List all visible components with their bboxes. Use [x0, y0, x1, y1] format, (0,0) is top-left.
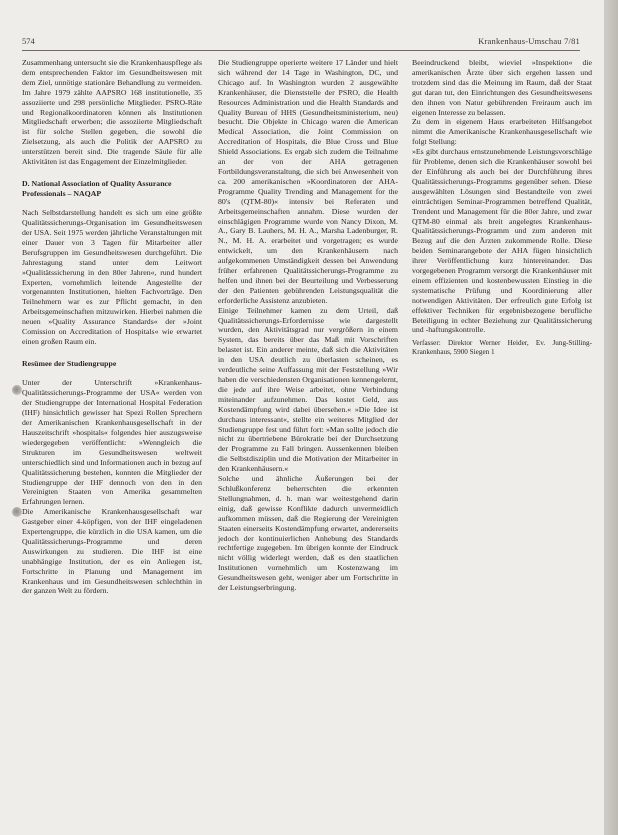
column-middle: [218, 58, 398, 593]
column-left: [22, 58, 202, 596]
column-right: [412, 58, 592, 357]
section-heading-naqap: D. National Association of Quality Assurance Professionals – NAQAP: [22, 178, 172, 198]
conclusion-paragraph: Solche und ähnliche Äußerungen bei der Schlußkonferenz beherrschten die erkennten Stellungnahmen, d. h. man war weitestgehend darin einig, daß gewisse Konflikte dadurch unvermeidlich aufkommen müssen, daß die Regierung der Vereinigten Staaten einerseits Kostendämpfung erwartet, andererseits jedoch der kontinuierlichen Anhebung des Standards rechtfertige zugegeben. Im übrigen konnte der Eindruck nicht völlig widerlegt werden, daß es den staatlichen Institutionen vornehmlich um Kostenzwang im Gesundheitswesen geht, weniger aber um Fortschritte in der Leistungserbringung.: [218, 474, 398, 593]
study-group-paragraph: Die Studiengruppe operierte weitere 17 Länder und hielt sich während der 14 Tage in Washington, DC, und Chicago auf. In Washington wurden 2 ausgewählte Krankenhäuser, die Dienststelle der PSRO, die Health Resources Administration und die Health Standards and Quality Bureau of HHS (Gesundheitsministerium, neu) besucht. Die Objekte in Chicago waren die American Medical Association, die Joint Commission on Accreditation of Hospitals, die Blue Cross und Blue Shield Associations. Es ergab sich zudem die Teilnahme an der von der AHA getragenen Fortbildungsveranstaltung, die sich bei Anwesenheit von ca. 200 amerikanischen »Koordinatoren der AHA-Programme Quality Trending and Management for the 80's (QTM-80)« intensiv bei Referaten und Arbeitsgemeinschaften annahm. Diese wurden der einschlägigen Programme wurde von Nancy Dixon, M. A., Gary B. Lauhers, M. H. A., Marsha Ladenburger, R. N., M. H. A. erarbeitet und vorgetragen; es wurde entwickelt, um den Krankenhäusern nach aufgekommenen Umständigkeit dessen bei Anwendung früher erfahrenen Qualitätssicherungs-Programme zu helfen und ihnen bei der Beurteilung und Verbesserung der den Patienten gebührenden Leistungsqualität die erforderliche Assistenz anzubieten.: [218, 58, 398, 305]
section-heading-resumee: Resümee der Studiengruppe: [22, 358, 117, 368]
resumee-paragraph-1: Unter der Unterschrift »Krankenhaus-Qualitätssicherungs-Programme der USA« werden von der Studiengruppe der International Hospital Federation (IHF) hinsichtlich gewisser hat Spezi Rollen Sprechern der Amerikanischen Krankenhausgesellschaft in der Hauszeitschrift »hospitals« folgendes hier auszugsweise wiedergegeben veröffentlicht: »Wenngleich die Strukturen im Gesundheitswesen weltweit unterschiedlich sind und Informationen auch in bezug auf Qualitätssicherung bestehen, konnten die Mitglieder der Studiengruppe der IHF dennoch von den in den Vereinigten Staaten von Amerika gesammelten Erfahrungen lernen.: [22, 378, 202, 507]
punch-hole-icon: [12, 507, 22, 517]
aha-statement-quote: »Es gibt durchaus ernstzunehmende Leistungsvorschläge für Probleme, denen sich die Krankenhäuser sowohl bei der Einführung als auch bei der Durchführung ihres Qualitätssicherungs-Programms gegenüber sehen. Diese ausgewählten Lösungen sind Bestandteile von zwei einträchtigen Seminar-Programmen betreffend Qualität, Trendent und Management für die 80er Jahre, und zwar QTM-80 einmal als breit angelegtes Krankenhaus-Qualitätssicherungs-Programm und zum anderen mit Bezug auf die den Ärzten zukommende Rolle. Diese beiden Seminarangebote der AHA fügen hinsichtlich ihrer Veröffentlichung kurz hintereinander. Das vorgegebenen Programm versorgt die Krankenhäuser mit einem effizienten und kostenbewussten Einstieg in die systematische Prüfung und Koordinierung aller notwendigen Aktivitäten. Der erfreulich gute Erfolg ist effektiver Techniken für ergebnisbezogene berufliche Beteiligung in echter Beziehung zur Qualitätssicherung und -haftungskontrolle.: [412, 147, 592, 335]
page-header: [22, 36, 580, 48]
aha-statement-intro: Zu dem in eigenem Haus erarbeiteten Hilfsangebot nimmt die Amerikanische Krankenhausgesellschaft wie folgt Stellung:: [412, 117, 592, 147]
punch-hole-icon: [12, 385, 22, 395]
author-credit: Verfasser: Direktor Werner Heider, Ev. Jung-Stilling-Krankenhaus, 5900 Siegen 1: [412, 339, 592, 357]
naqap-paragraph: Nach Selbstdarstellung handelt es sich um eine größte Qualitätssicherungs-Organisation im Gesundheitswesen der USA. Seit 1975 werden jährliche Veranstaltungen mit einer Dauer von 3 Tagen für Mitarbeiter aller Berufsgruppen im Gesundheitswesen durchgeführt. Die Jahrestagung stand unter dem Leitwort »Qualitätssicherung in den 80er Jahren«, rund hundert Experten, vornehmlich leitende Angestellte der vorgenannten Institutionen, hielten Fachvorträge. Den Teilnehmern war es zur Pflicht gemacht, in den Arbeitsgemeinschaften mitzuwirken. Hierbei nahmen die neuen »Quality Assurance Standards« der »Joint Comission on Accreditation of Hospitals« wie erwartet einen großen Raum ein.: [22, 208, 202, 346]
running-title: Krankenhaus-Umschau 7/81: [478, 36, 580, 46]
intro-paragraph: Zusammenhang untersucht sie die Krankenhauspflege als dem entsprechenden Faktor im Gesundheitswesen mit dem Ziel, unnötige stationäre Behandlung zu vermeiden. Im Jahre 1979 zählte AAPSRO 168 institutionelle, 35 assoziierte und 298 persönliche Mitglieder. PSRO-Räte und Regionalkoordinatoren können als Institutionen Mitgliedschaft erwerben; die assoziierte Mitgliedschaft ist für solche Stellen gegeben, die sowohl die Zielsetzung, als auch die Politik der AAPSRO zu unterstützen bereit sind. Die tragende Säule für alle Aktivitäten ist das Engagement der Einzelmitglieder.: [22, 58, 202, 167]
inspection-paragraph: Beeindruckend bleibt, wieviel »Inspektion« die amerikanischen Ärzte über sich ergehen lassen und trotzdem sind das die Meinung im Raum, daß der Staat gut daran tut, den Einrichtungen des Gesundheitswesens den ihnen von Natur gebührenden Freiraum auch im eigenen Interesse zu belassen.: [412, 58, 592, 117]
header-rule: [22, 50, 580, 51]
page-edge: [604, 0, 618, 835]
page-number: 574: [22, 36, 35, 46]
resumee-paragraph-2: Die Amerikanische Krankenhausgesellschaft war Gastgeber einer 4-köpfigen, von der IHF eingeladenen Expertengruppe, die kürzlich in die USA kamen, um die Qualitätssicherungs-Programme und deren Auswirkungen zu studieren. Die IHF ist eine unabhängige Institution, der es ein Anliegen ist, Fortschritte in Planung und Management im Krankenhaus und im Gesundheitswesen schlechthin in der ganzen Welt zu fördern.: [22, 507, 202, 596]
participants-paragraph: Einige Teilnehmer kamen zu dem Urteil, daß Qualitätssicherungs-Erfordernisse wie dargestellt wurden, den Aktivitätsgrad nur vergrößern in einem System, das bereits über das Maß mit Vorschriften belastet ist. Ein anderer meinte, daß sich die Aktivitäten in den USA deutlich zu überlasten scheinen, es verdeutliche seine Auffassung mit der Feststellung »Wir haben die verschiedensten Organisationen kennengelernt, die jede auf ihre Weise arbeitet, ohne Verbindung miteinander aufzunehmen. Das kostet Geld, aus Kostendämpfung wird dabei übersehen.« »Die Idee ist durchaus interessant«, stellte ein weiteres Mitglied der Studiengruppe fest und führt fort: »Man sollte jedoch die nicht zu übertriebene Bürokratie bei der Durchsetzung der Programme zu Fall bringen. Aussenkennen bleiben die Selbstdisziplin und die Motivation der Mitarbeiter in den Krankenhäusern.«: [218, 305, 398, 474]
